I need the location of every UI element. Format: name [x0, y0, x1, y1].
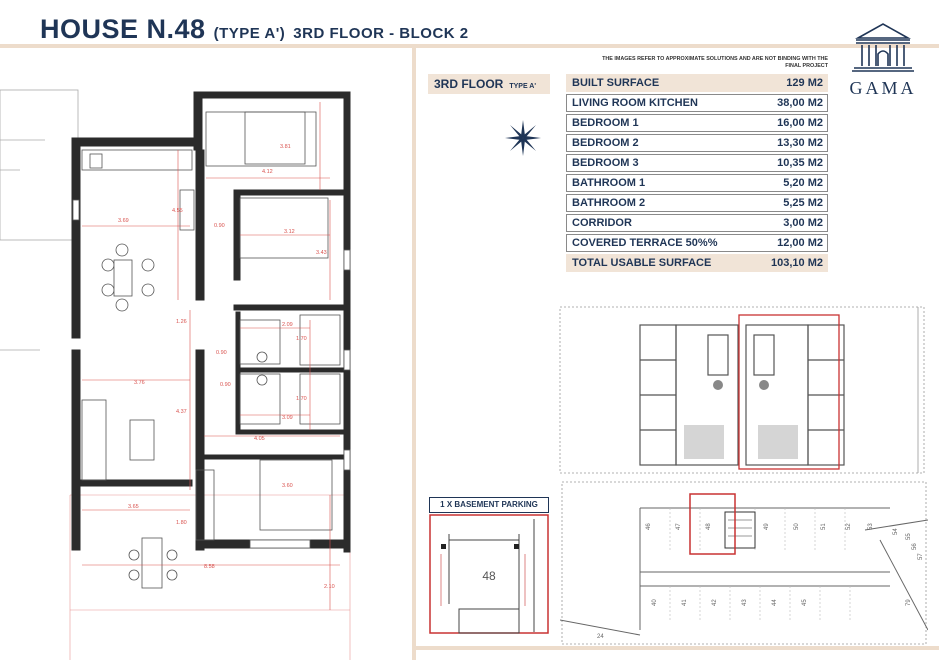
parking-highlight-box [690, 494, 735, 554]
dimension-label: 3.60 [282, 483, 293, 489]
dimension-label: 0.90 [220, 382, 231, 388]
surface-value: 10,35 M2 [777, 157, 823, 169]
surface-row-built [566, 74, 828, 92]
surface-label: CORRIDOR [572, 217, 632, 229]
surface-label: LIVING ROOM KITCHEN [572, 97, 698, 109]
surface-value: 16,00 M2 [777, 117, 823, 129]
dimension-label: 1.70 [296, 396, 307, 402]
garage-space-label: 47 [676, 523, 682, 530]
title-type: (TYPE A') [213, 25, 286, 42]
dimension-label: 3.12 [284, 229, 295, 235]
floor-label [428, 74, 550, 94]
surface-row [566, 174, 828, 192]
dimension-label: 1.80 [176, 520, 187, 526]
surface-label: BATHROOM 1 [572, 177, 646, 189]
title-rest: 3RD FLOOR - BLOCK 2 [293, 25, 469, 42]
surface-label: BEDROOM 3 [572, 157, 639, 169]
parking-space-number: 48 [482, 569, 496, 583]
garage-space-label: 48 [706, 523, 712, 530]
garage-space-label: 52 [846, 523, 852, 530]
surface-value: 5,25 M2 [783, 197, 823, 209]
title-main: HOUSE N.48 [40, 14, 206, 44]
dimension-label: 1.70 [296, 336, 307, 342]
dimension-label: 1.26 [176, 319, 187, 325]
garage-space-label: 51 [821, 523, 827, 530]
dimension-label: 2.09 [282, 322, 293, 328]
floor-label-type: TYPE A' [509, 83, 537, 90]
dimension-label: 4.05 [254, 436, 265, 442]
surface-value: 12,00 M2 [777, 237, 823, 249]
parking-label: 1 X BASEMENT PARKING [429, 497, 549, 513]
surface-value: 13,30 M2 [777, 137, 823, 149]
dimension-label: 3.81 [280, 144, 291, 150]
garage-space-label: 50 [794, 523, 800, 530]
parking-inset-plan [429, 514, 549, 634]
surface-row [566, 134, 828, 152]
dimension-label: 0.90 [214, 223, 225, 229]
dimension-label: 8.58 [204, 564, 215, 570]
surface-row-total [566, 254, 828, 272]
surface-value: 129 M2 [786, 77, 823, 89]
surface-row [566, 94, 828, 112]
dimension-label: 3.65 [128, 504, 139, 510]
surface-label: COVERED TERRACE 50%% [572, 237, 718, 249]
brand-logo [842, 18, 924, 98]
surface-label: BUILT SURFACE [572, 77, 660, 89]
floor-label-main: 3RD FLOOR [434, 77, 504, 91]
surface-value: 103,10 M2 [771, 257, 823, 269]
floor-plan-drawing [0, 50, 412, 660]
surface-label: BATHROOM 2 [572, 197, 646, 209]
dimension-label: 3.76 [134, 380, 145, 386]
garage-space-label: 44 [772, 599, 778, 606]
garage-space-label: 79 [906, 599, 912, 606]
surface-row [566, 154, 828, 172]
dimension-label: 4.37 [176, 409, 187, 415]
disclaimer-text: THE IMAGES REFER TO APPROXIMATE SOLUTIONS AND ARE NOT BINDING WITH THE FINAL PROJECT [602, 56, 828, 69]
garage-space-label: 24 [597, 634, 604, 640]
dimension-label: 0.90 [216, 350, 227, 356]
garage-space-label: 49 [764, 523, 770, 530]
garage-space-label: 56 [912, 543, 918, 550]
garage-space-label: 46 [646, 523, 652, 530]
garage-space-label: 43 [742, 599, 748, 606]
dimension-label: 4.55 [172, 208, 183, 214]
garage-space-label: 57 [918, 553, 924, 560]
garage-space-label: 55 [906, 533, 912, 540]
header-divider [0, 44, 939, 48]
garage-space-label: 40 [652, 599, 658, 606]
vertical-divider [412, 44, 416, 660]
surface-row [566, 214, 828, 232]
dimension-label: 3.09 [282, 415, 293, 421]
garage-space-label: 53 [868, 523, 874, 530]
dimension-label: 3.43 [316, 250, 327, 256]
basement-garage-plan [560, 480, 928, 646]
surface-row [566, 234, 828, 252]
compass-rose-icon [503, 118, 543, 158]
garage-space-label: 42 [712, 599, 718, 606]
garage-space-label: 45 [802, 599, 808, 606]
surface-label: BEDROOM 1 [572, 117, 639, 129]
surface-label: BEDROOM 2 [572, 137, 639, 149]
footer-divider [412, 646, 939, 650]
garage-space-label: 54 [893, 528, 899, 535]
surface-row [566, 194, 828, 212]
surface-label: TOTAL USABLE SURFACE [572, 257, 712, 269]
surface-value: 3,00 M2 [783, 217, 823, 229]
page-title [40, 14, 469, 45]
dimension-label: 2.10 [324, 584, 335, 590]
dimension-label: 3.69 [118, 218, 129, 224]
garage-space-label: 41 [682, 599, 688, 606]
surface-row [566, 114, 828, 132]
surface-value: 38,00 M2 [777, 97, 823, 109]
temple-icon [842, 18, 924, 78]
brand-name: GAMA [849, 78, 917, 98]
surface-table [566, 74, 828, 274]
block-site-plan [558, 305, 926, 475]
dimension-label: 4.12 [262, 169, 273, 175]
surface-value: 5,20 M2 [783, 177, 823, 189]
